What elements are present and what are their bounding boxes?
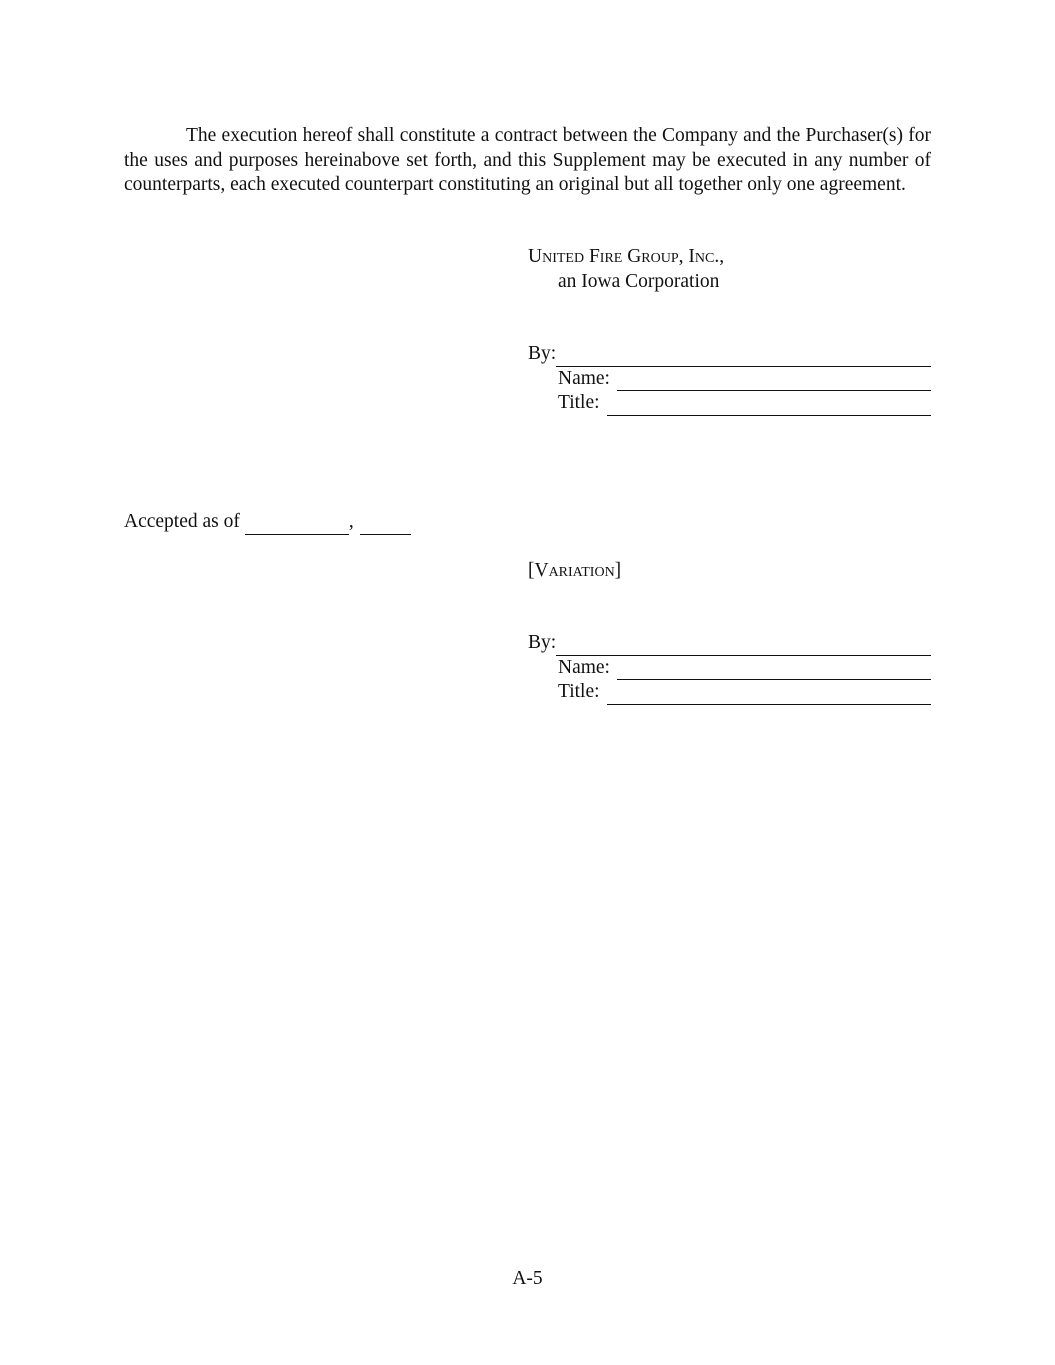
purchaser-by-row [528,631,931,656]
purchaser-signature-lines [528,631,931,705]
company-name-row [528,245,931,270]
purchaser-by-signature-line[interactable] [556,637,931,656]
accepted-as-of-row [124,510,411,535]
company-by-label: By: [528,343,557,364]
purchaser-title-label: Title: [558,681,600,702]
company-title-label: Title: [558,392,600,413]
company-title-blank-line[interactable] [607,397,931,416]
company-title-field-row [528,391,931,416]
accepted-label: Accepted as of [124,511,240,532]
accepted-separator: , [348,511,354,532]
company-signature-lines [528,342,931,416]
purchaser-name-field-row [528,656,931,681]
company-descriptor-row [528,270,931,295]
company-signature-block [528,245,931,294]
company-by-signature-line[interactable] [556,348,931,367]
company-name: United Fire Group, Inc., [528,246,725,267]
company-by-row [528,342,931,367]
company-name-blank-line[interactable] [617,372,931,391]
purchaser-title-blank-line[interactable] [607,686,931,705]
execution-paragraph: The execution hereof shall constitute a contract between the Company and the Purchaser(s) for the uses and purposes hereinabove set forth, and this Supplement may be executed in any number of counterparts, each executed counterpart constituting an original but all together only one agreement. [124,125,931,195]
purchaser-title-field-row [528,680,931,705]
purchaser-by-label: By: [528,632,557,653]
purchaser-name-label: Name: [558,656,610,678]
company-descriptor: an Iowa Corporation [558,270,720,292]
company-name-label: Name: [558,367,610,389]
purchaser-name: [Variation] [528,560,622,581]
purchaser-name-blank-line[interactable] [617,661,931,680]
page-number: A-5 [512,1268,543,1289]
purchaser-signature-block [528,559,931,584]
accepted-date-blank-line[interactable] [245,516,349,535]
accepted-year-blank-line[interactable] [360,516,411,535]
purchaser-name-row [528,559,931,584]
company-name-field-row [528,367,931,392]
